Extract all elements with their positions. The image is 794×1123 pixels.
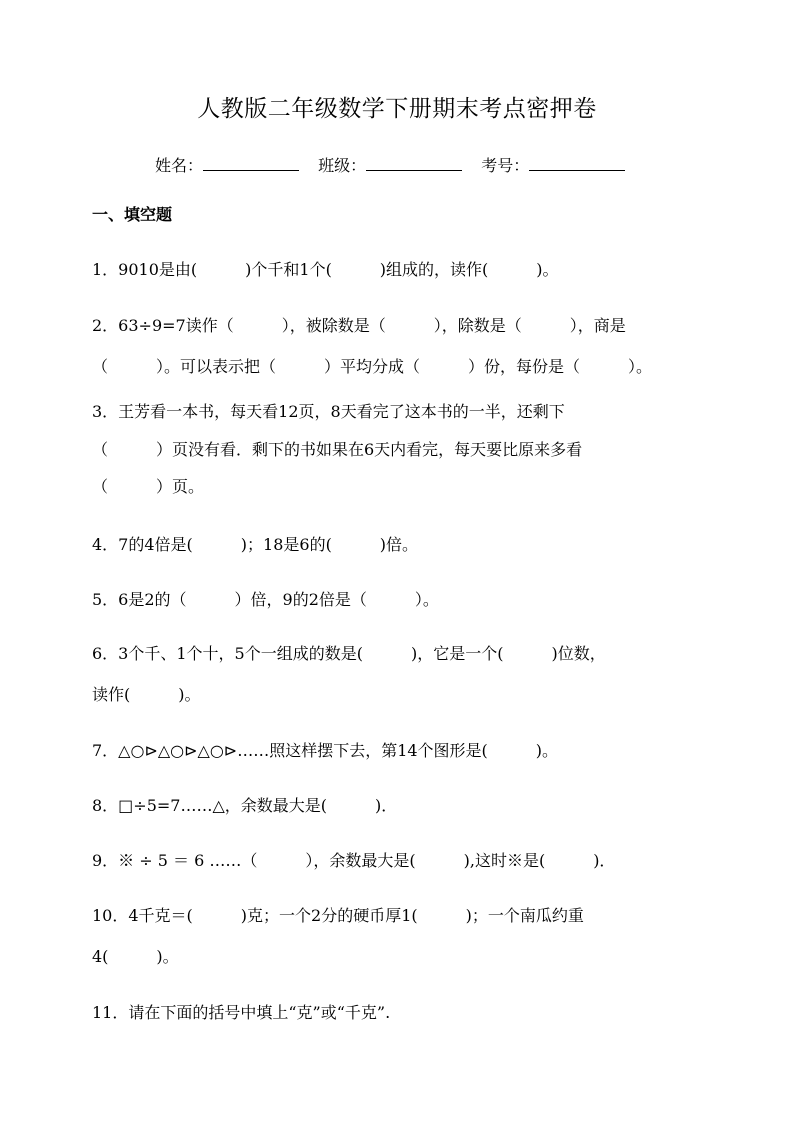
class-label: 班级： <box>318 156 367 175</box>
question-8: 8．□÷5=7……△，余数最大是( )． <box>92 796 398 815</box>
question-11: 11．请在下面的括号中填上“克”或“千克”. <box>92 1003 391 1022</box>
student-info-row <box>155 152 639 179</box>
question-10-line-2: 4( )。 <box>92 947 179 966</box>
section-heading-fill-in: 一、填空题 <box>92 205 173 224</box>
question-7: 7．△○⊳△○⊳△○⊳……照这样摆下去，第14个图形是( )。 <box>92 741 559 760</box>
question-2-line-2: （ ）。可以表示把（ ）平均分成（ ）份，每份是（ ）。 <box>92 357 653 376</box>
question-6-line-2: 读作( )。 <box>92 685 201 704</box>
page-title: 人教版二年级数学下册期末考点密押卷 <box>197 96 597 122</box>
exam-number-label: 考号： <box>481 156 530 175</box>
question-6-line-1: 6．3个千、1个十，5个一组成的数是( )，它是一个( )位数， <box>92 644 606 663</box>
name-label: 姓名： <box>155 156 204 175</box>
question-1: 1．9010是由( )个千和1个( )组成的，读作( )。 <box>92 260 559 279</box>
question-2-line-1: 2．63÷9=7读作（ ），被除数是（ ），除数是（ ），商是 <box>92 316 626 335</box>
question-10-line-1: 10．4千克＝( )克；一个2分的硬币厚1( )；一个南瓜约重 <box>92 906 584 925</box>
question-5: 5．6是2的（ ）倍，9的2倍是（ ）。 <box>92 590 439 609</box>
question-3-line-1: 3．王芳看一本书，每天看12页，8天看完了这本书的一半，还剩下 <box>92 402 565 421</box>
class-blank[interactable] <box>366 152 462 171</box>
question-3-line-3: （ ）页。 <box>92 477 205 496</box>
question-4: 4．7的4倍是( )；18是6的( )倍。 <box>92 535 419 554</box>
name-blank[interactable] <box>203 152 299 171</box>
question-9: 9．※ ÷ 5 ＝ 6 ……（ ），余数最大是( ),这时※是( )． <box>92 851 616 870</box>
question-3-line-2: （ ）页没有看．剩下的书如果在6天内看完，每天要比原来多看 <box>92 440 583 459</box>
exam-number-blank[interactable] <box>529 152 625 171</box>
